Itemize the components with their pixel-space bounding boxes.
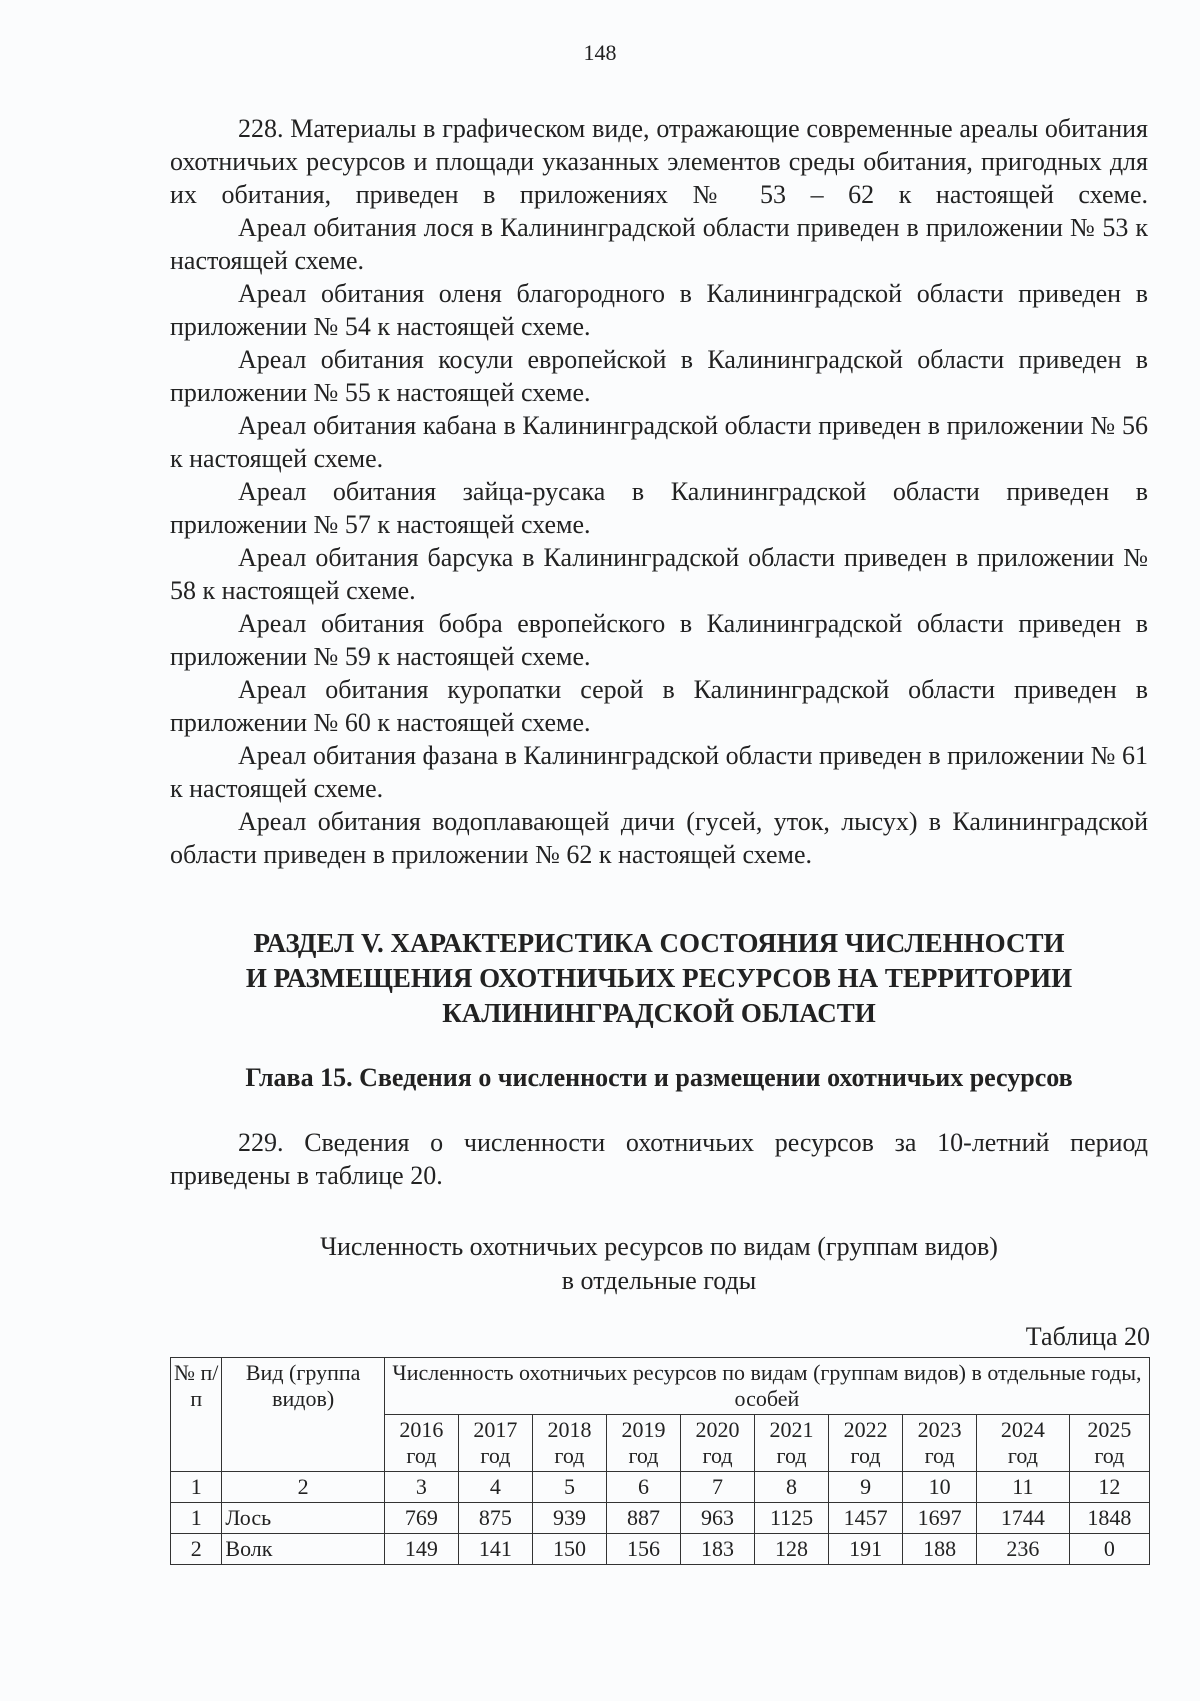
column-number: 1	[171, 1472, 222, 1503]
body-paragraphs	[170, 112, 1148, 871]
year-header: 2021 год	[755, 1415, 829, 1472]
section-title-line: И РАЗМЕЩЕНИЯ ОХОТНИЧЬИХ РЕСУРСОВ НА ТЕРРИТОРИИ	[245, 963, 1073, 993]
paragraph-red-deer: Ареал обитания оленя благородного в Калининградской области приведен в приложении № 54 к настоящей схеме.	[170, 279, 1148, 341]
year-header: 2016 год	[384, 1415, 458, 1472]
table-header-row	[171, 1358, 1150, 1415]
column-number: 4	[458, 1472, 532, 1503]
paragraph-beaver: Ареал обитания бобра европейского в Калининградской области приведен в приложении № 59 к настоящей схеме.	[170, 609, 1148, 671]
paragraph-229: 229. Сведения о численности охотничьих ресурсов за 10-летний период приведены в таблице 20.	[170, 1128, 1148, 1190]
row-value: 1457	[829, 1503, 903, 1534]
table-label: Таблица 20	[1025, 1322, 1150, 1351]
row-value: 128	[755, 1534, 829, 1565]
chapter-title: Глава 15. Сведения о численности и размещении охотничьих ресурсов	[245, 1063, 1073, 1092]
row-value: 156	[606, 1534, 680, 1565]
column-number: 8	[755, 1472, 829, 1503]
column-number-row	[171, 1472, 1150, 1503]
row-value: 875	[458, 1503, 532, 1534]
row-value: 887	[606, 1503, 680, 1534]
paragraph-badger: Ареал обитания барсука в Калининградской области приведен в приложении № 58 к настоящей схеме.	[170, 543, 1148, 605]
row-value: 1744	[977, 1503, 1070, 1534]
section-title-line: КАЛИНИНГРАДСКОЙ ОБЛАСТИ	[442, 998, 876, 1028]
paragraph-228: 228. Материалы в графическом виде, отражающие современные ареалы обитания охотничьих ресурсов и площади указанных элементов среды обитания, пригодных для их обитания, приведен в приложениях № 53 – 62 к настоящей схеме.	[170, 114, 1148, 209]
population-table	[170, 1357, 1150, 1565]
row-value: 939	[532, 1503, 606, 1534]
row-value: 236	[977, 1534, 1070, 1565]
row-value: 1697	[903, 1503, 977, 1534]
column-number: 7	[681, 1472, 755, 1503]
row-species: Лось	[222, 1503, 384, 1534]
year-header: 2024 год	[977, 1415, 1070, 1472]
year-header: 2020 год	[681, 1415, 755, 1472]
table-caption	[170, 1230, 1148, 1298]
paragraph-pheasant: Ареал обитания фазана в Калининградской области приведен в приложении № 61 к настоящей схеме.	[170, 741, 1148, 803]
year-header: 2022 год	[829, 1415, 903, 1472]
row-number: 1	[171, 1503, 222, 1534]
header-number: № п/п	[171, 1358, 222, 1472]
year-header: 2023 год	[903, 1415, 977, 1472]
row-value: 1848	[1069, 1503, 1149, 1534]
page-number: 148	[583, 40, 617, 65]
row-value: 769	[384, 1503, 458, 1534]
row-species: Волк	[222, 1534, 384, 1565]
year-header: 2025 год	[1069, 1415, 1149, 1472]
column-number: 12	[1069, 1472, 1149, 1503]
paragraph-boar: Ареал обитания кабана в Калининградской области приведен в приложении № 56 к настоящей схеме.	[170, 411, 1148, 473]
column-number: 5	[532, 1472, 606, 1503]
row-value: 149	[384, 1534, 458, 1565]
paragraph-229-block	[170, 1126, 1148, 1192]
table-caption-line: в отдельные годы	[561, 1266, 757, 1295]
column-number: 10	[903, 1472, 977, 1503]
row-value: 963	[681, 1503, 755, 1534]
table-row	[171, 1534, 1150, 1565]
row-number: 2	[171, 1534, 222, 1565]
paragraph-moose: Ареал обитания лося в Калининградской области приведен в приложении № 53 к настоящей схеме.	[170, 213, 1148, 275]
table-row	[171, 1503, 1150, 1534]
table-caption-line: Численность охотничьих ресурсов по видам (группам видов)	[320, 1232, 998, 1261]
row-value: 188	[903, 1534, 977, 1565]
section-title-line: РАЗДЕЛ V. ХАРАКТЕРИСТИКА СОСТОЯНИЯ ЧИСЛЕННОСТИ	[253, 928, 1065, 958]
column-number: 3	[384, 1472, 458, 1503]
row-value: 191	[829, 1534, 903, 1565]
row-value: 0	[1069, 1534, 1149, 1565]
paragraph-roe-deer: Ареал обитания косули европейской в Калининградской области приведен в приложении № 55 к настоящей схеме.	[170, 345, 1148, 407]
row-value: 141	[458, 1534, 532, 1565]
header-population-group: Численность охотничьих ресурсов по видам (группам видов) в отдельные годы, особей	[384, 1358, 1149, 1415]
row-value: 183	[681, 1534, 755, 1565]
row-value: 1125	[755, 1503, 829, 1534]
year-header: 2019 год	[606, 1415, 680, 1472]
year-header: 2017 год	[458, 1415, 532, 1472]
section-title	[170, 926, 1148, 1031]
column-number: 9	[829, 1472, 903, 1503]
paragraph-waterfowl: Ареал обитания водоплавающей дичи (гусей, уток, лысух) в Калининградской области приведен в приложении № 62 к настоящей схеме.	[170, 807, 1148, 869]
header-species: Вид (группа видов)	[222, 1358, 384, 1472]
column-number: 2	[222, 1472, 384, 1503]
row-value: 150	[532, 1534, 606, 1565]
year-header: 2018 год	[532, 1415, 606, 1472]
paragraph-partridge: Ареал обитания куропатки серой в Калининградской области приведен в приложении № 60 к настоящей схеме.	[170, 675, 1148, 737]
paragraph-hare: Ареал обитания зайца-русака в Калининградской области приведен в приложении № 57 к настоящей схеме.	[170, 477, 1148, 539]
column-number: 11	[977, 1472, 1070, 1503]
column-number: 6	[606, 1472, 680, 1503]
